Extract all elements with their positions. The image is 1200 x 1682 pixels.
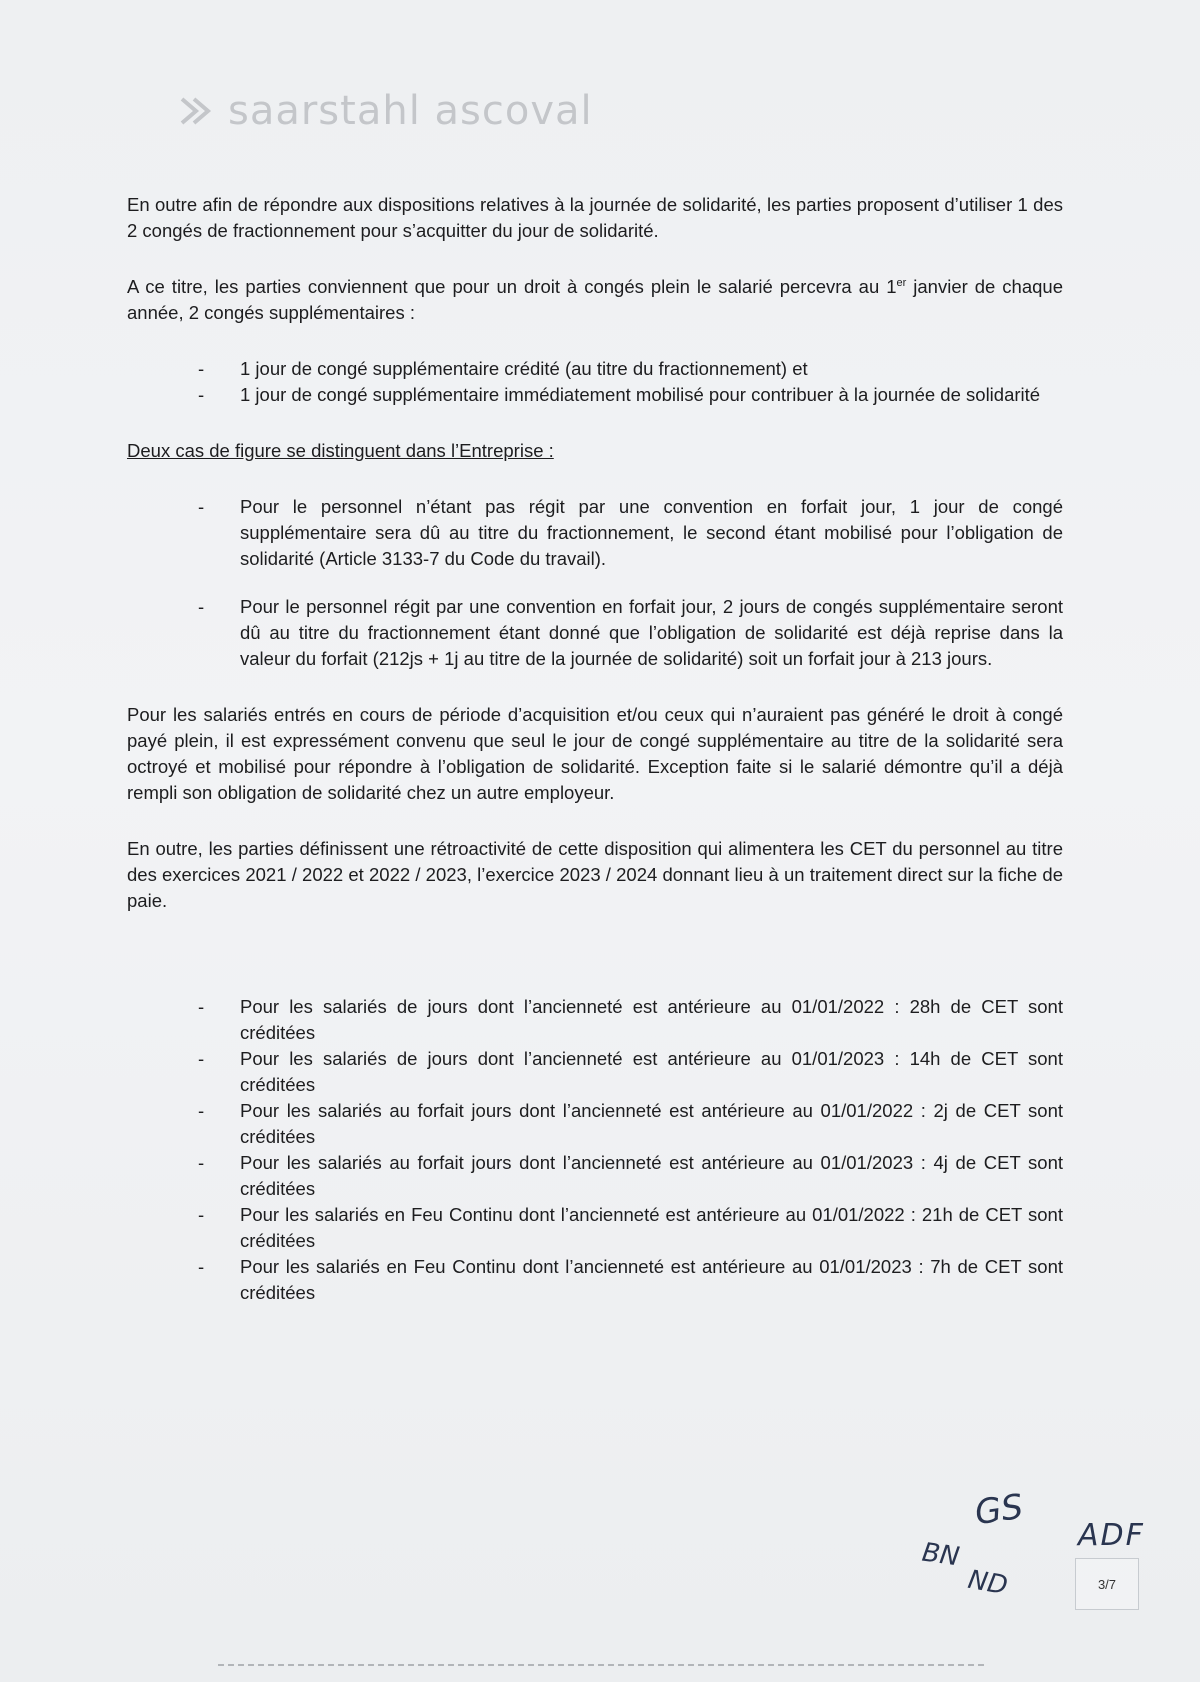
initials-gs: GS	[972, 1486, 1026, 1534]
initials-bn: BN	[920, 1537, 962, 1573]
paragraph-periode-acquisition: Pour les salariés entrés en cours de période d’acquisition et/ou ceux qui n’auraient pas généré le droit à congé payé plein, il est expressément convenu que seul le jour de congé supplémentaire au titre de la solidarité sera octroyé et mobilisé pour répondre à l’obligation de solidarité. Exception faite si le salarié démontre qu’il a déjà rempli son obligation de solidarité chez un autre employeur.	[127, 704, 1063, 803]
paragraph-solidarite: En outre afin de répondre aux dispositions relatives à la journée de solidarité, les parties proposent d’utiliser 1 des 2 congés de fractionnement pour s’acquitter du jour de solidarité.	[127, 194, 1063, 241]
logo-text: saarstahl ascoval	[228, 88, 593, 134]
page-number-box	[1075, 1558, 1139, 1610]
list-item: - Pour les salariés en Feu Continu dont l’ancienneté est antérieure au 01/01/2023 : 7h de CET sont créditées	[198, 1254, 1063, 1306]
paragraph-droit-conges	[127, 274, 1063, 326]
section-heading-cas: Deux cas de figure se distinguent dans l’Entreprise :	[127, 440, 554, 461]
list-item: - Pour le personnel n’étant pas régit par une convention en forfait jour, 1 jour de congé supplémentaire sera dû au titre du fractionnement, le second étant mobilisé pour l’obligation de solidarité (Article 3133-7 du Code du travail).	[198, 494, 1063, 572]
logo-mark-icon	[178, 91, 218, 131]
list-item: - Pour les salariés au forfait jours dont l’ancienneté est antérieure au 01/01/2022 : 2j de CET sont créditées	[198, 1098, 1063, 1150]
list-item: - Pour les salariés de jours dont l’ancienneté est antérieure au 01/01/2023 : 14h de CET sont créditées	[198, 1046, 1063, 1098]
list-conges-supplementaires	[127, 356, 1063, 408]
list-cet-credits	[127, 994, 1063, 1306]
list-cas-de-figure	[127, 494, 1063, 672]
paragraph-droit-conges-text: A ce titre, les parties conviennent que pour un droit à congés plein le salarié percevra au 1	[127, 276, 897, 297]
initials-adf: ADF	[1078, 1518, 1145, 1553]
list-item: - 1 jour de congé supplémentaire immédiatement mobilisé pour contribuer à la journée de solidarité	[198, 382, 1063, 408]
paragraph-retroactivite: En outre, les parties définissent une rétroactivité de cette disposition qui alimentera les CET du personnel au titre des exercices 2021 / 2022 et 2022 / 2023, l’exercice 2023 / 2024 donnant lieu à un traitement direct sur la fiche de paie.	[127, 838, 1063, 911]
document-body	[127, 192, 1063, 1306]
paragraph-droit-conges-text-end: janvier de chaque année, 2 congés supplémentaires :	[127, 276, 1063, 323]
company-logo	[178, 88, 593, 134]
list-item: - Pour le personnel régit par une convention en forfait jour, 2 jours de congés supplémentaire seront dû au titre du fractionnement étant donné que l’obligation de solidarité est déjà reprise dans la valeur du forfait (212js + 1j au titre de la journée de solidarité) soit un forfait jour à 213 jours.	[198, 594, 1063, 672]
superscript-er: er	[896, 276, 907, 289]
page-number: 3/7	[1097, 1576, 1117, 1592]
initials-nd: ND	[965, 1564, 1010, 1602]
footer-dashed-line	[218, 1664, 984, 1666]
list-item: - Pour les salariés de jours dont l’ancienneté est antérieure au 01/01/2022 : 28h de CET sont créditées	[198, 994, 1063, 1046]
list-item: - Pour les salariés en Feu Continu dont l’ancienneté est antérieure au 01/01/2022 : 21h de CET sont créditées	[198, 1202, 1063, 1254]
list-item: - Pour les salariés au forfait jours dont l’ancienneté est antérieure au 01/01/2023 : 4j de CET sont créditées	[198, 1150, 1063, 1202]
list-item: - 1 jour de congé supplémentaire crédité (au titre du fractionnement) et	[198, 356, 1063, 382]
